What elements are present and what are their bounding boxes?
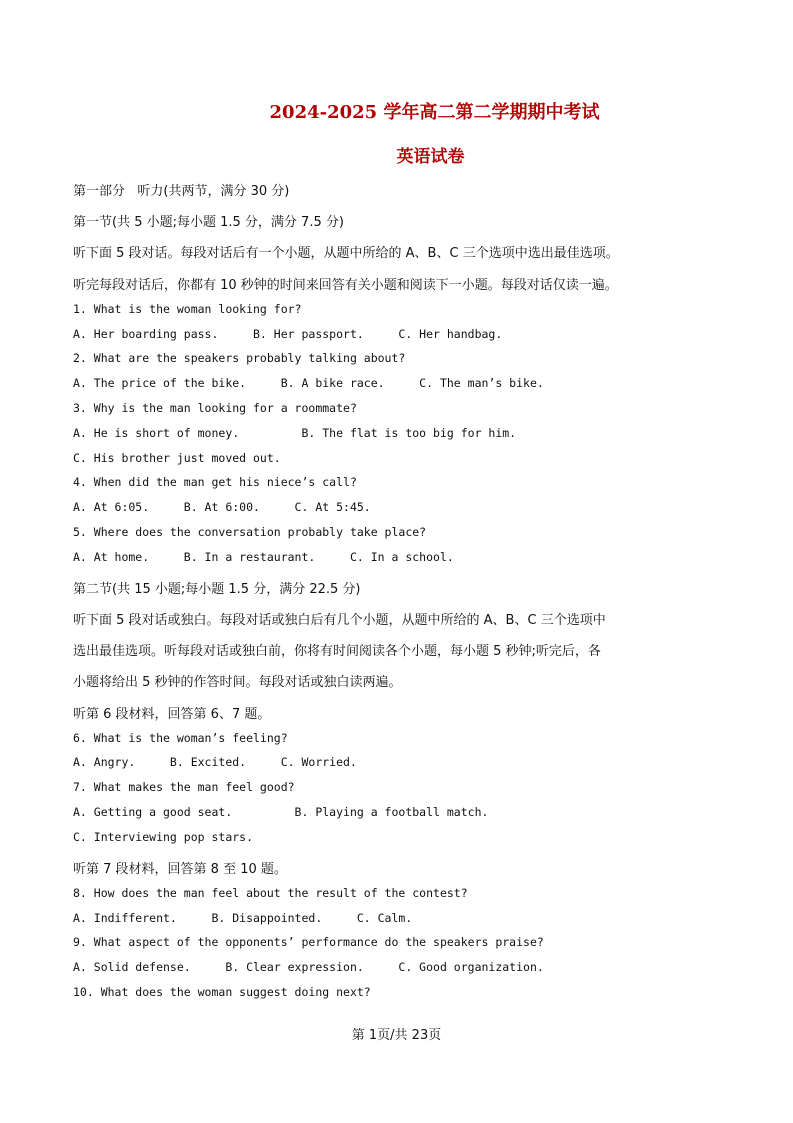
question-6: 6. What is the woman’s feeling? (73, 731, 288, 745)
instructions-line: 小题将给出 5 秒钟的作答时间。每段对话或独白读两遍。 (73, 675, 402, 690)
question-7-option-c: C. Interviewing pop stars. (73, 830, 254, 844)
question-5-options: A. At home. B. In a restaurant. C. In a school. (73, 550, 454, 564)
page-number: 第 1页/共 23页 (351, 1028, 442, 1043)
question-4-options: A. At 6:05. B. At 6:00. C. At 5:45. (73, 500, 371, 514)
question-2-options: A. The price of the bike. B. A bike race. C. The man’s bike. (73, 376, 544, 390)
question-5: 5. Where does the conversation probably take place? (73, 525, 427, 539)
question-4: 4. When did the man get his niece’s call? (73, 475, 357, 489)
question-10: 10. What does the woman suggest doing next? (73, 985, 371, 999)
question-1: 1. What is the woman looking for? (73, 302, 302, 316)
question-2: 2. What are the speakers probably talking about? (73, 351, 406, 365)
exam-subtitle: 英语试卷 (396, 147, 465, 167)
section-heading: 第一部分 听力(共两节，满分 30 分) (73, 184, 290, 199)
question-3: 3. Why is the man looking for a roommate? (73, 401, 357, 415)
subsection-heading: 第一节(共 5 小题;每小题 1.5 分，满分 7.5 分) (73, 215, 344, 230)
question-7-options: A. Getting a good seat. B. Playing a football match. (73, 805, 489, 819)
exam-title: 2024-2025 学年高二第二学期期中考试 (269, 102, 600, 123)
instructions-line: 听下面 5 段对话。每段对话后有一个小题，从题中所给的 A、B、C 三个选项中选出最佳选项。 (73, 246, 619, 261)
subsection-heading: 第二节(共 15 小题;每小题 1.5 分，满分 22.5 分) (73, 582, 361, 597)
question-6-options: A. Angry. B. Excited. C. Worried. (73, 755, 357, 769)
material-heading: 听第 6 段材料，回答第 6、7 题。 (73, 707, 271, 722)
instructions-line: 听下面 5 段对话或独白。每段对话或独白后有几个小题，从题中所给的 A、B、C 三个选项中 (73, 613, 606, 628)
question-3-option-c: C. His brother just moved out. (73, 451, 281, 465)
instructions-line: 听完每段对话后，你都有 10 秒钟的时间来回答有关小题和阅读下一小题。每段对话仅读一遍。 (73, 278, 618, 293)
question-3-options: A. He is short of money. B. The flat is too big for him. (73, 426, 517, 440)
question-1-options: A. Her boarding pass. B. Her passport. C. Her handbag. (73, 327, 503, 341)
question-9: 9. What aspect of the opponents’ performance do the speakers praise? (73, 935, 544, 949)
question-8-options: A. Indifferent. B. Disappointed. C. Calm. (73, 911, 413, 925)
question-7: 7. What makes the man feel good? (73, 780, 295, 794)
question-8: 8. How does the man feel about the result of the contest? (73, 886, 468, 900)
instructions-line: 选出最佳选项。听每段对话或独白前，你将有时间阅读各个小题，每小题 5 秒钟;听完后，各 (73, 644, 601, 659)
question-9-options: A. Solid defense. B. Clear expression. C. Good organization. (73, 960, 544, 974)
material-heading: 听第 7 段材料，回答第 8 至 10 题。 (73, 862, 287, 877)
